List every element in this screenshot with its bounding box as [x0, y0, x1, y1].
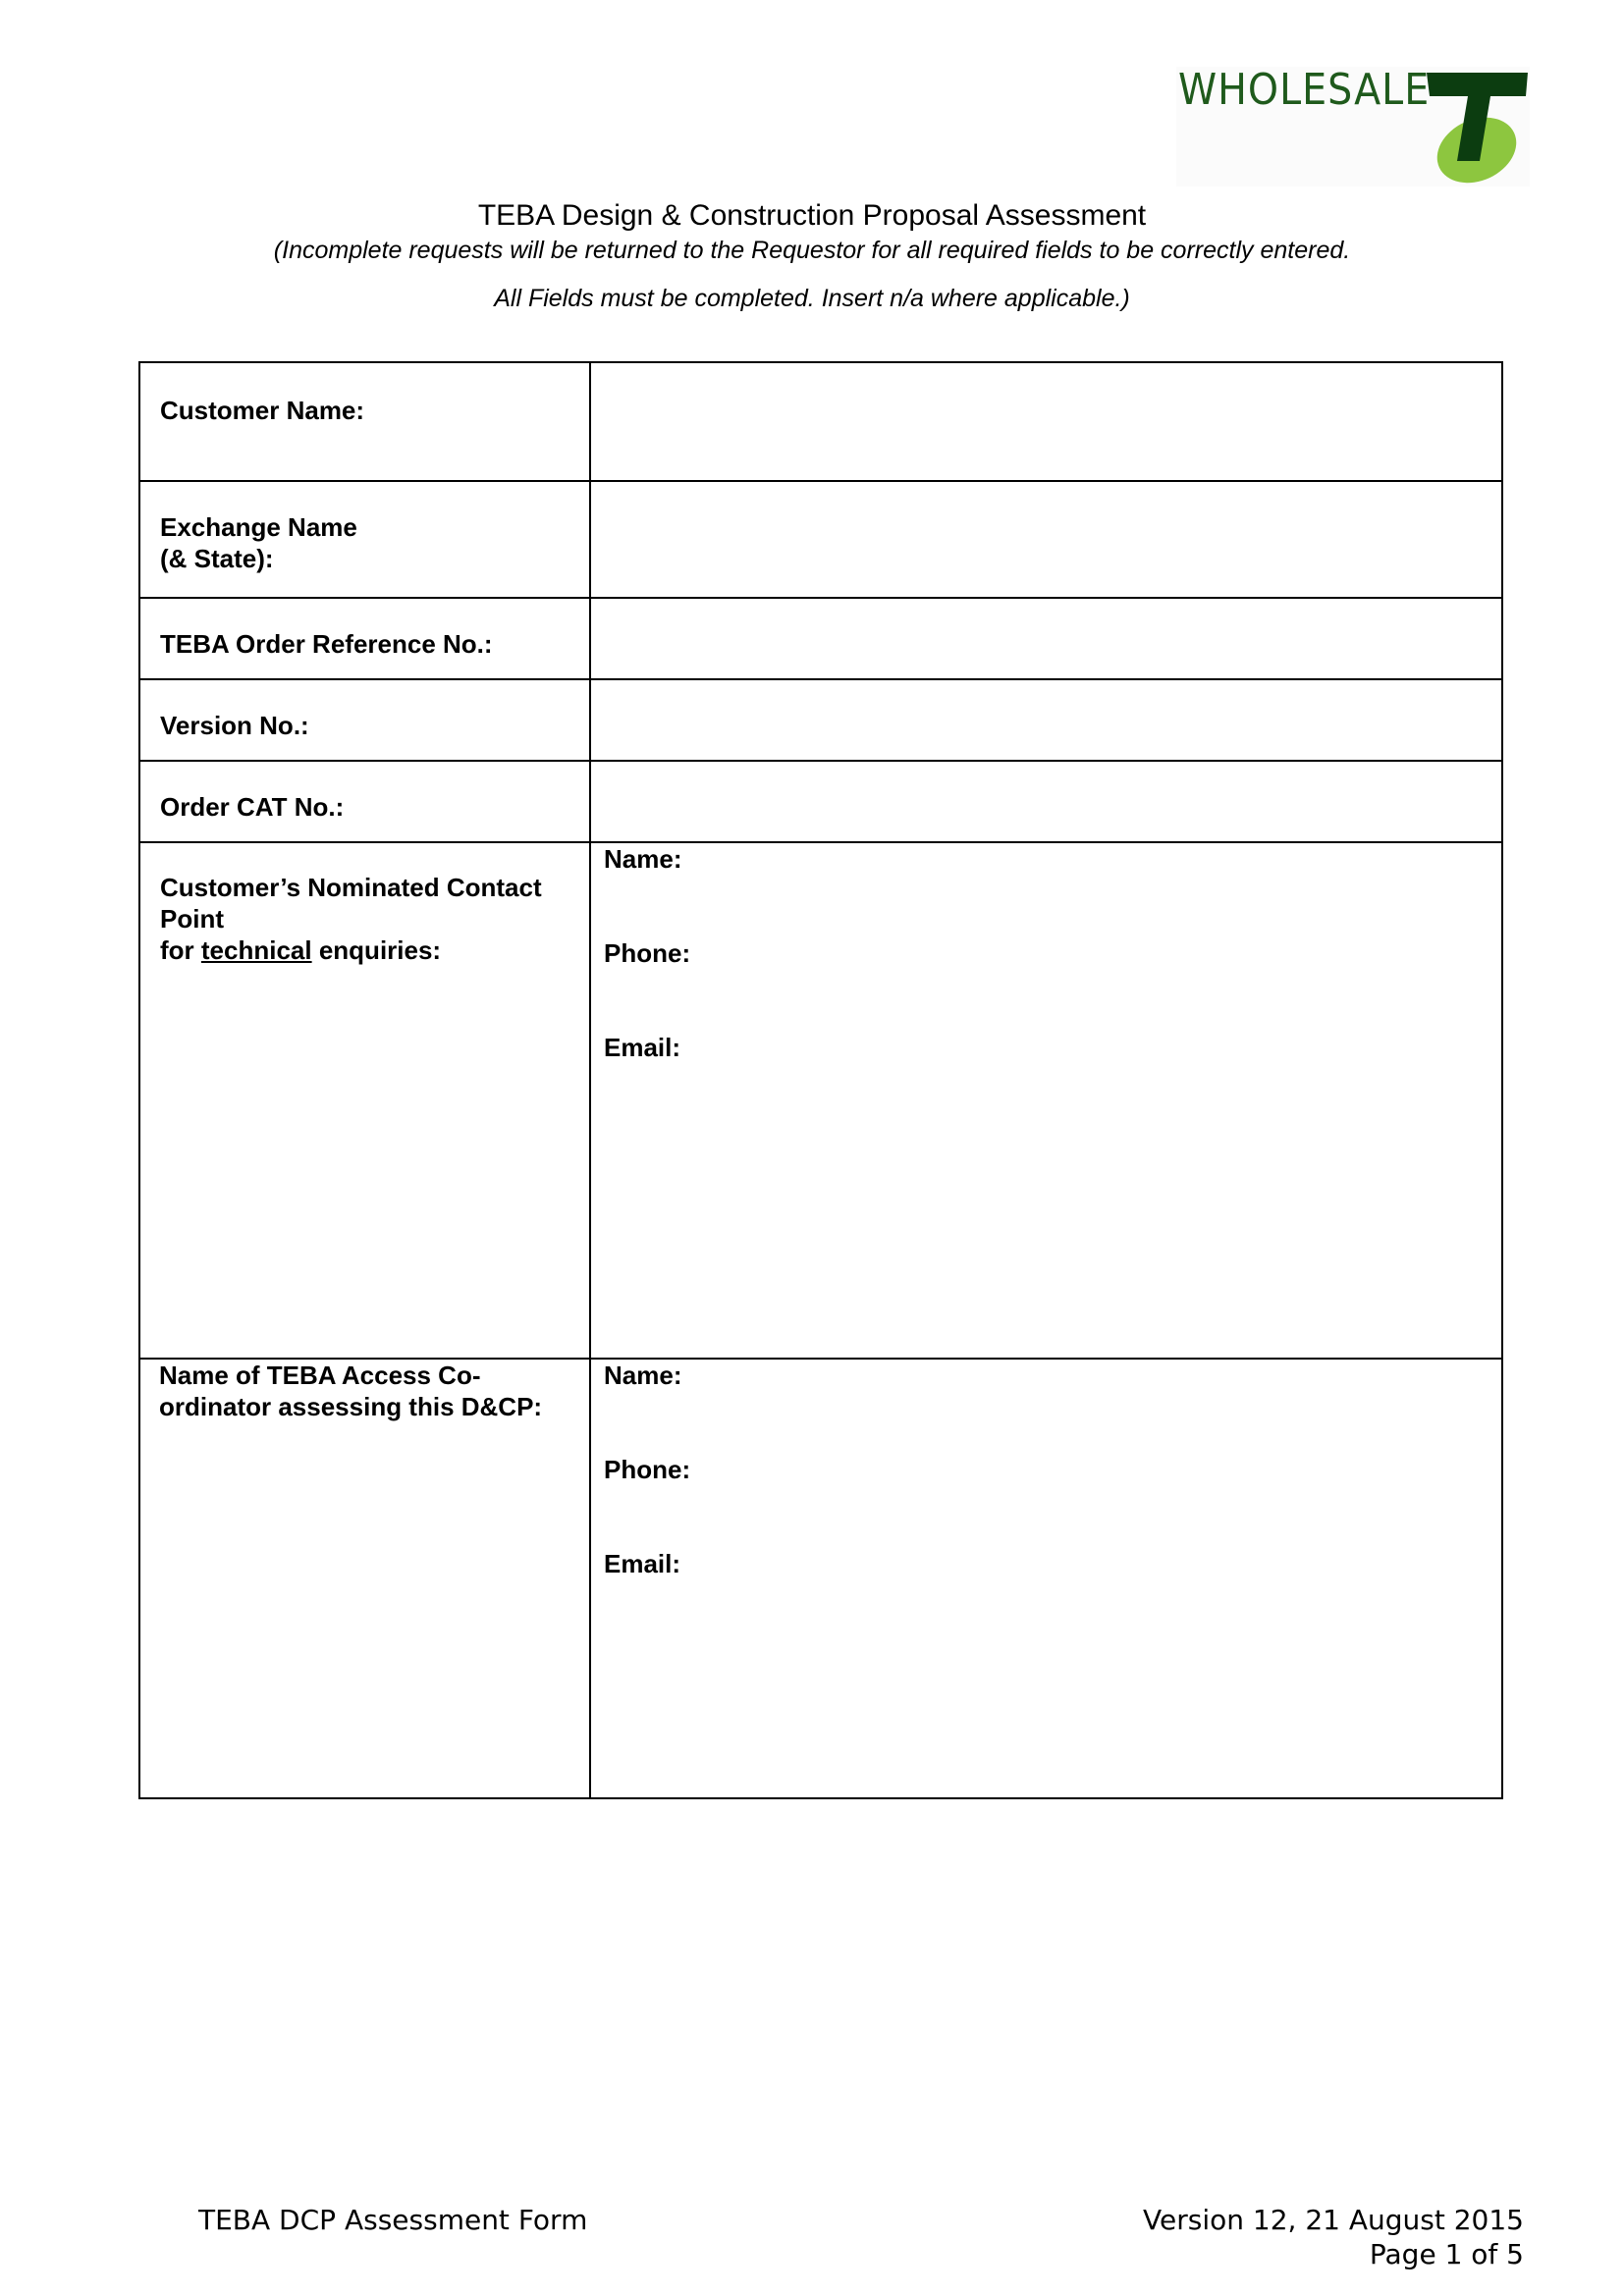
row-customer-contact	[139, 842, 1502, 1359]
coordinator-details-field[interactable]	[590, 1359, 1502, 1798]
contact-email-label: Email:	[604, 1033, 681, 1062]
subtitle-line-2: All Fields must be completed. Insert n/a where applicable.)	[494, 285, 1130, 312]
contact-label-for: for	[160, 935, 201, 965]
version-label-cell	[139, 679, 590, 761]
contact-name-label: Name:	[604, 844, 682, 874]
contact-label-cell	[139, 842, 590, 1359]
order-ref-label: TEBA Order Reference No.:	[160, 629, 493, 659]
contact-label-technical: technical	[200, 935, 312, 965]
footer-form-name: TEBA DCP Assessment Form	[198, 2204, 588, 2236]
coordinator-details	[591, 1360, 1501, 1579]
customer-name-label-cell	[139, 362, 590, 481]
exchange-name-label	[140, 482, 589, 574]
row-customer-name	[139, 362, 1502, 481]
coordinator-name-label: Name:	[604, 1361, 682, 1390]
order-cat-label: Order CAT No.:	[160, 792, 345, 822]
contact-details	[591, 843, 1501, 1063]
exchange-name-label-line1: Exchange Name	[160, 512, 357, 542]
contact-label-line3	[160, 934, 575, 966]
subtitle-line-1: (Incomplete requests will be returned to the Requestor for all required fields to be correctly entered.	[273, 237, 1351, 264]
coordinator-label	[140, 1360, 589, 1422]
row-order-reference	[139, 598, 1502, 679]
footer-version: Version 12, 21 August 2015	[1143, 2204, 1524, 2236]
coordinator-label-cell	[139, 1359, 590, 1798]
row-order-cat	[139, 761, 1502, 842]
logo-graphic	[1176, 67, 1530, 187]
order-cat-label-cell	[139, 761, 590, 842]
contact-label-enquiries: enquiries:	[311, 935, 442, 965]
exchange-name-label-cell	[139, 481, 590, 598]
page-title: TEBA Design & Construction Proposal Assessment	[477, 199, 1147, 232]
contact-label-line1: Customer’s Nominated Contact	[160, 873, 542, 902]
exchange-name-label-line2: (& State):	[160, 544, 274, 573]
contact-details-field[interactable]	[590, 842, 1502, 1359]
order-cat-field[interactable]	[590, 761, 1502, 842]
customer-name-label: Customer Name:	[160, 396, 365, 425]
assessment-form-table	[138, 361, 1503, 1799]
contact-label-line2: Point	[160, 904, 224, 934]
coordinator-label-line1: Name of TEBA Access Co-	[159, 1361, 481, 1390]
coordinator-label-line2: ordinator assessing this D&CP:	[159, 1392, 543, 1421]
row-exchange-name	[139, 481, 1502, 598]
wholesale-logo	[1176, 67, 1530, 187]
exchange-name-field[interactable]	[590, 481, 1502, 598]
version-field[interactable]	[590, 679, 1502, 761]
contact-phone-label: Phone:	[604, 938, 691, 968]
version-label: Version No.:	[160, 711, 309, 740]
order-ref-field[interactable]	[590, 598, 1502, 679]
coordinator-phone-label: Phone:	[604, 1455, 691, 1484]
logo-text: WHOLESALE	[1178, 67, 1431, 115]
footer-page-number: Page 1 of 5	[1369, 2238, 1524, 2270]
order-ref-label-cell	[139, 598, 590, 679]
contact-label	[140, 843, 589, 966]
row-teba-coordinator	[139, 1359, 1502, 1798]
footer-version-page	[1143, 2203, 1524, 2271]
customer-name-field[interactable]	[590, 362, 1502, 481]
coordinator-email-label: Email:	[604, 1549, 681, 1578]
row-version	[139, 679, 1502, 761]
